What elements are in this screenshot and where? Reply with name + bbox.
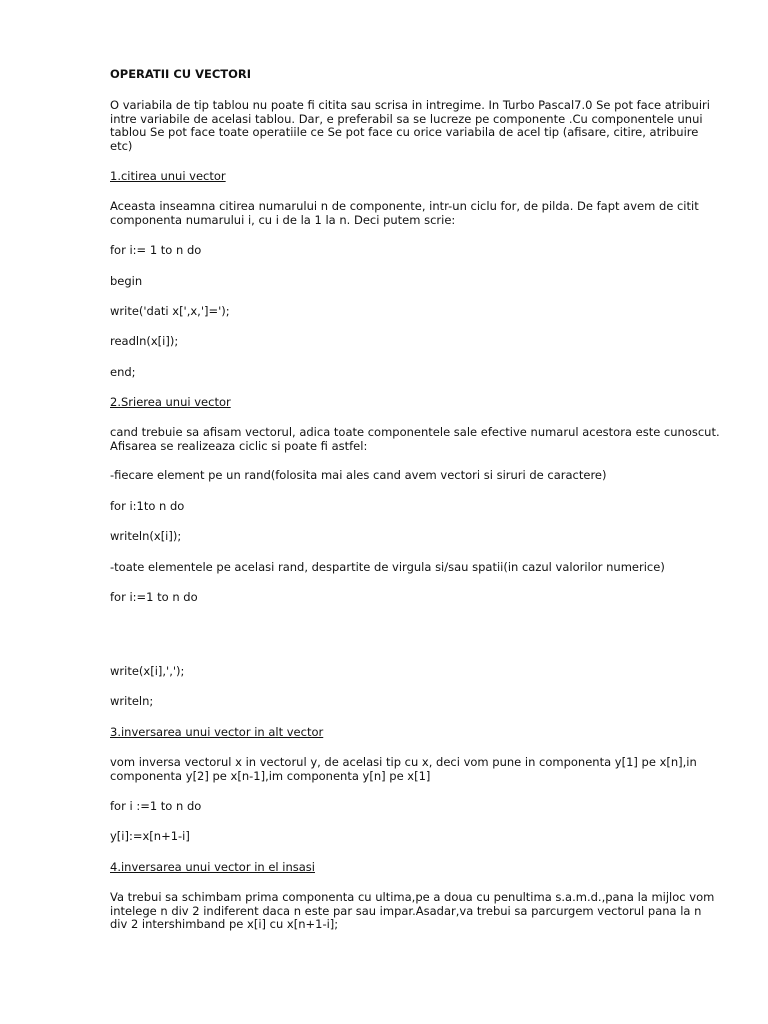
section-1-text: Aceasta inseamna citirea numarului n de componente, intr-un ciclu for, de pilda. De fapt avem de citit componenta numarului i, cu i de la 1 la n. Deci putem scrie:	[110, 199, 699, 227]
intro-paragraph: O variabila de tip tablou nu poate fi citita sau scrisa in intregime. In Turbo Pascal7.0 Se pot face atribuiri intre variabile de acelasi tablou. Dar, e preferabil sa se lucreze pe componente .Cu componentele unui tablou Se pot face toate operatiile ce Se pot face cu orice variabila de acel tip (afisare, citire, atribuire etc)	[110, 98, 710, 153]
code-line: end;	[110, 365, 136, 379]
code-line: write('dati x[',x,']=');	[110, 304, 230, 318]
code-line: write(x[i],',');	[110, 664, 185, 678]
section-3-text: vom inversa vectorul x in vectorul y, de acelasi tip cu x, deci vom pune in componenta y[1] pe x[n],in componenta y[2] pe x[n-1],im componenta y[n] pe x[1]	[110, 755, 697, 783]
code-line: for i :=1 to n do	[110, 799, 202, 813]
section-4-text: Va trebui sa schimbam prima componenta cu ultima,pe a doua cu penultima s.a.m.d.,pana la mijloc vom intelege n div 2 indiferent daca n este par sau impar.Asadar,va trebui sa parcurgem vectorul pana la n div 2 intershimband pe x[i] cu x[n+1-i];	[110, 890, 715, 931]
code-line: for i:1to n do	[110, 499, 185, 513]
code-line: y[i]:=x[n+1-i]	[110, 829, 190, 843]
section-3-heading: 3.inversarea unui vector in alt vector	[110, 725, 324, 739]
code-line: readln(x[i]);	[110, 334, 179, 348]
section-2-text: cand trebuie sa afisam vectorul, adica toate componentele sale efective numarul acestora este cunoscut. Afisarea se realizeaza ciclic si poate fi astfel:	[110, 425, 720, 453]
code-line: for i:= 1 to n do	[110, 243, 202, 257]
code-line: writeln;	[110, 694, 154, 708]
section-1-heading: 1.citirea unui vector	[110, 169, 226, 183]
code-line: writeln(x[i]);	[110, 529, 182, 543]
section-4-heading: 4.inversarea unui vector in el insasi	[110, 860, 315, 874]
section-2-heading: 2.Srierea unui vector	[110, 395, 231, 409]
document-title: OPERATII CU VECTORI	[110, 67, 252, 81]
code-line: for i:=1 to n do	[110, 590, 198, 604]
section-2-bullet: -fiecare element pe un rand(folosita mai ales cand avem vectori si siruri de caractere)	[110, 468, 607, 482]
code-line: begin	[110, 274, 143, 288]
section-2-bullet: -toate elementele pe acelasi rand, despartite de virgula si/sau spatii(in cazul valorilor numerice)	[110, 560, 665, 574]
